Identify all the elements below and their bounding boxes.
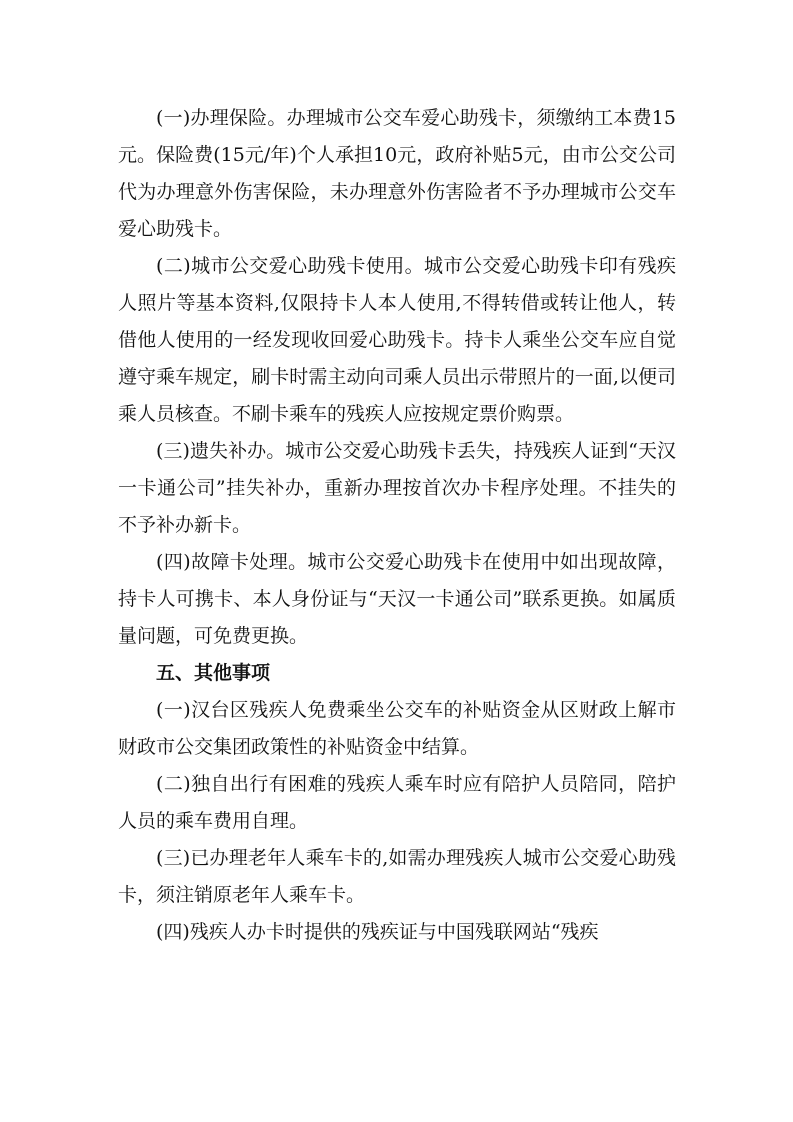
paragraph-certificate: (四)残疾人办卡时提供的残疾证与中国残联网站“残疾 (156, 921, 599, 943)
paragraph-escort: (二)独自出行有困难的残疾人乘车时应有陪护人员陪同，陪护人员的乘车费用自理。 (118, 773, 676, 832)
paragraph-elderly-card: (三)已办理老年人乘车卡的,如需办理残疾人城市公交爱心助残卡，须注销原老年人乘车卡。 (118, 847, 676, 906)
paragraph-subsidy-funds: (一)汉台区残疾人免费乘坐公交车的补贴资金从区财政上解市财政市公交集团政策性的补贴资金中结算。 (118, 699, 676, 758)
paragraph-faulty-card: (四)故障卡处理。城市公交爱心助残卡在使用中如出现故障，持卡人可携卡、本人身份证与“天汉一卡通公司”联系更换。如属质量问题，可免费更换。 (118, 551, 676, 647)
document-body (118, 100, 676, 951)
section-heading-other-matters: 五、其他事项 (156, 662, 271, 684)
paragraph-lost-reissue: (三)遗失补办。城市公交爱心助残卡丢失，持残疾人证到“天汉一卡通公司”挂失补办，重新办理按首次办卡程序处理。不挂失的不予补办新卡。 (118, 440, 676, 536)
paragraph-insurance: (一)办理保险。办理城市公交车爱心助残卡，须缴纳工本费15元。保险费(15元/年)个人承担10元，政府补贴5元，由市公交公司代为办理意外伤害保险，未办理意外伤害险者不予办理城市公交车爱心助残卡。 (118, 107, 676, 240)
paragraph-card-usage: (二)城市公交爱心助残卡使用。城市公交爱心助残卡印有残疾人照片等基本资料,仅限持卡人本人使用,不得转借或转让他人，转借他人使用的一经发现收回爱心助残卡。持卡人乘坐公交车应自觉遵守乘车规定，刷卡时需主动向司乘人员出示带照片的一面,以便司乘人员核查。不刷卡乘车的残疾人应按规定票价购票。 (118, 255, 676, 425)
